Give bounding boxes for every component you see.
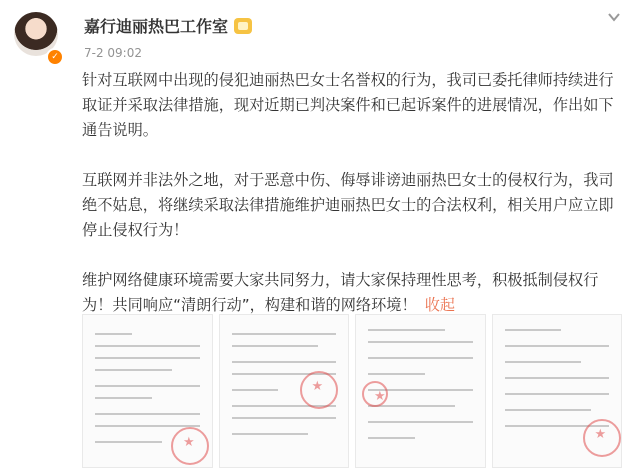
document-image[interactable] (492, 314, 623, 468)
post-timestamp[interactable]: 7-2 09:02 (84, 46, 142, 60)
document-image[interactable] (355, 314, 486, 468)
image-gallery (82, 314, 622, 466)
paragraph-3-text: 维护网络健康环境需要大家共同努力，请大家保持理性思考，积极抵制侵权行为！共同响应“清朗行动”，构建和谐的网络环境！ (82, 271, 599, 314)
vip-member-icon[interactable] (234, 18, 252, 34)
author-name-row (84, 14, 252, 37)
chevron-down-icon[interactable] (607, 10, 621, 24)
document-image[interactable] (82, 314, 213, 468)
post-content (82, 68, 625, 318)
paragraph-1: 针对互联网中出现的侵犯迪丽热巴女士名誉权的行为，我司已委托律师持续进行取证并采取法律措施，现对近期已判决案件和已起诉案件的进展情况，作出如下通告说明。 (82, 71, 614, 139)
document-image[interactable] (219, 314, 350, 468)
paragraph-3 (82, 268, 625, 318)
verified-badge-icon: ✓ (46, 48, 64, 66)
paragraph-2: 互联网并非法外之地，对于恶意中伤、侮辱诽谤迪丽热巴女士的侵权行为，我司绝不姑息，将继续采取法律措施维护迪丽热巴女士的合法权利，相关用户应立即停止侵权行为！ (82, 171, 614, 239)
collapse-link[interactable]: 收起 (424, 296, 456, 314)
author-name[interactable]: 嘉行迪丽热巴工作室 (84, 17, 229, 36)
